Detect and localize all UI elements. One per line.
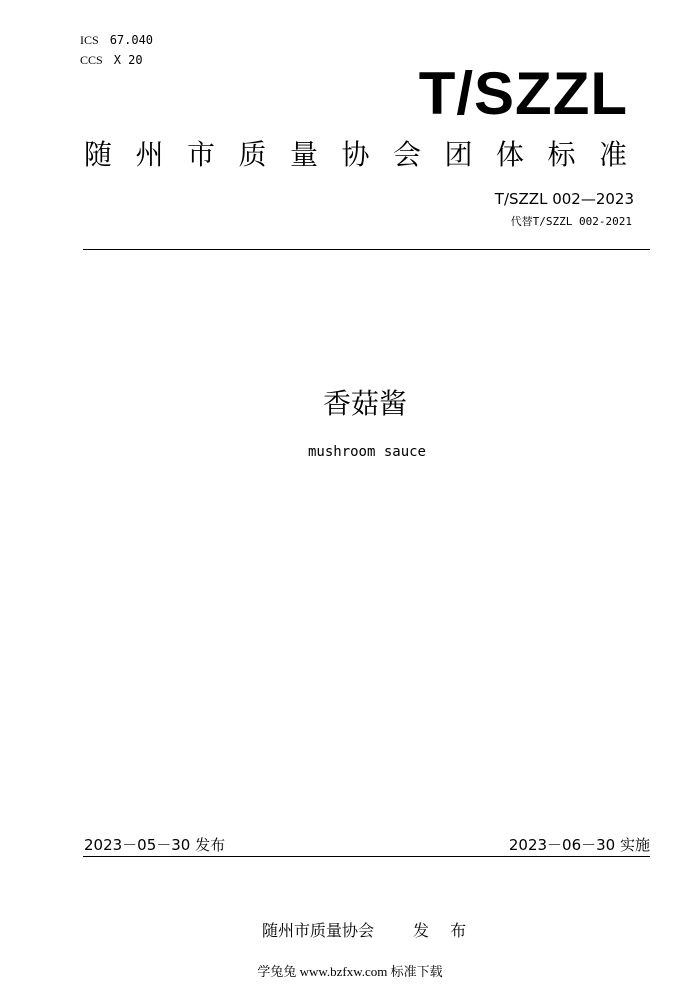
ics-value: 67.040 bbox=[109, 33, 154, 47]
ccs-label: CCS bbox=[80, 53, 103, 67]
replaces-standard: 代替T/SZZL 002-2021 bbox=[510, 215, 632, 228]
bottom-divider bbox=[83, 856, 650, 857]
ics-code bbox=[80, 33, 153, 48]
publisher-name: 随州市质量协会 bbox=[262, 921, 375, 940]
document-title: 香菇酱 bbox=[322, 387, 407, 420]
organization-title: 随州市质量协会团体标准 bbox=[84, 138, 651, 171]
implementation-date: 2023－06－30 实施 bbox=[508, 836, 650, 854]
top-divider bbox=[83, 249, 650, 250]
ccs-value: X 20 bbox=[113, 53, 143, 67]
footer-watermark: 学兔兔 www.bzfxw.com 标准下载 bbox=[257, 964, 443, 979]
publish-label: 发 布 bbox=[413, 921, 475, 940]
standard-logo: T/SZZL bbox=[418, 60, 628, 127]
standard-number: T/SZZL 002—2023 bbox=[494, 190, 634, 208]
issue-date: 2023－05－30 发布 bbox=[84, 836, 226, 854]
document-subtitle: mushroom sauce bbox=[307, 444, 426, 460]
ccs-code bbox=[80, 53, 143, 68]
ics-label: ICS bbox=[80, 33, 99, 47]
